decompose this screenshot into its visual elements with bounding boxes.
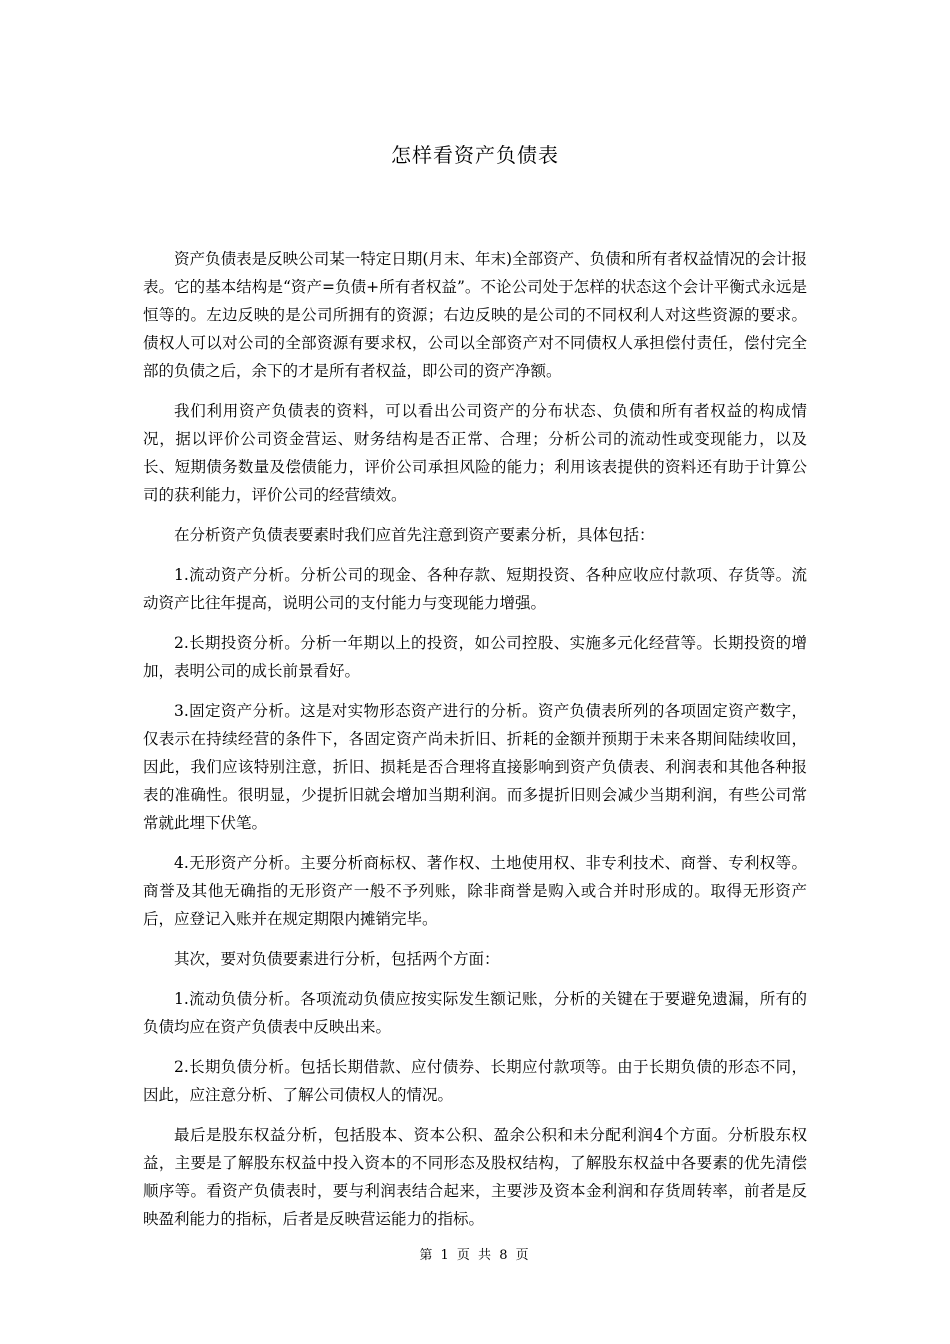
page-footer: 第 1 页 共 8 页 (419, 1248, 531, 1263)
paragraph-usage: 我们利用资产负债表的资料，可以看出公司资产的分布状态、负债和所有者权益的构成情况，据以评价公司资金营运、财务结构是否正常、合理；分析公司的流动性或变现能力，以及长、短期债务数量及偿债能力，评价公司承担风险的能力；利用该表提供的资料还有助于计算公司的获利能力，评价公司的经营绩效。 (143, 402, 807, 504)
document-title: 怎样看资产负债表 (391, 143, 559, 167)
paragraph-asset-elements: 在分析资产负债表要素时我们应首先注意到资产要素分析，具体包括： (174, 526, 655, 544)
paragraph-current-assets: 1.流动资产分析。分析公司的现金、各种存款、短期投资、各种应收应付款项、存货等。流动资产比往年提高，说明公司的支付能力与变现能力增强。 (143, 566, 807, 612)
paragraph-fixed-assets: 3.固定资产分析。这是对实物形态资产进行的分析。资产负债表所列的各项固定资产数字，仅表示在持续经营的条件下，各固定资产尚未折旧、折耗的金额并预期于未来各期间陆续收回，因此，我们应该特别注意，折旧、损耗是否合理将直接影响到资产负债表、利润表和其他各种报表的准确性。很明显，少提折旧就会增加当期利润。而多提折旧则会减少当期利润，有些公司常常就此埋下伏笔。 (143, 702, 807, 832)
paragraph-liability-elements: 其次，要对负债要素进行分析，包括两个方面： (174, 950, 500, 968)
paragraph-equity: 最后是股东权益分析，包括股本、资本公积、盈余公积和未分配利润4个方面。分析股东权益，主要是了解股东权益中投入资本的不同形态及股权结构，了解股东权益中各要素的优先清偿顺序等。看资产负债表时，要与利润表结合起来，主要涉及资本金利润和存货周转率，前者是反映盈利能力的指标，后者是反映营运能力的指标。 (143, 1126, 807, 1228)
document-body (143, 245, 807, 1245)
paragraph-long-term-investment: 2.长期投资分析。分析一年期以上的投资，如公司控股、实施多元化经营等。长期投资的增加，表明公司的成长前景看好。 (143, 634, 807, 680)
paragraph-long-term-liabilities: 2.长期负债分析。包括长期借款、应付债券、长期应付款项等。由于长期负债的形态不同，因此，应注意分析、了解公司债权人的情况。 (143, 1058, 807, 1104)
paragraph-intangible-assets: 4.无形资产分析。主要分析商标权、著作权、土地使用权、非专利技术、商誉、专利权等。商誉及其他无确指的无形资产一般不予列账，除非商誉是购入或合并时形成的。取得无形资产后，应登记入账并在规定期限内摊销完毕。 (143, 854, 807, 928)
paragraph-current-liabilities: 1.流动负债分析。各项流动负债应按实际发生额记账，分析的关键在于要避免遗漏，所有的负债均应在资产负债表中反映出来。 (143, 990, 807, 1036)
paragraph-intro: 资产负债表是反映公司某一特定日期(月末、年末)全部资产、负债和所有者权益情况的会计报表。它的基本结构是“资产=负债+所有者权益”。不论公司处于怎样的状态这个会计平衡式永远是恒等的。左边反映的是公司所拥有的资源；右边反映的是公司的不同权利人对这些资源的要求。债权人可以对公司的全部资源有要求权，公司以全部资产对不同债权人承担偿付责任，偿付完全部的负债之后，余下的才是所有者权益，即公司的资产净额。 (143, 250, 807, 380)
